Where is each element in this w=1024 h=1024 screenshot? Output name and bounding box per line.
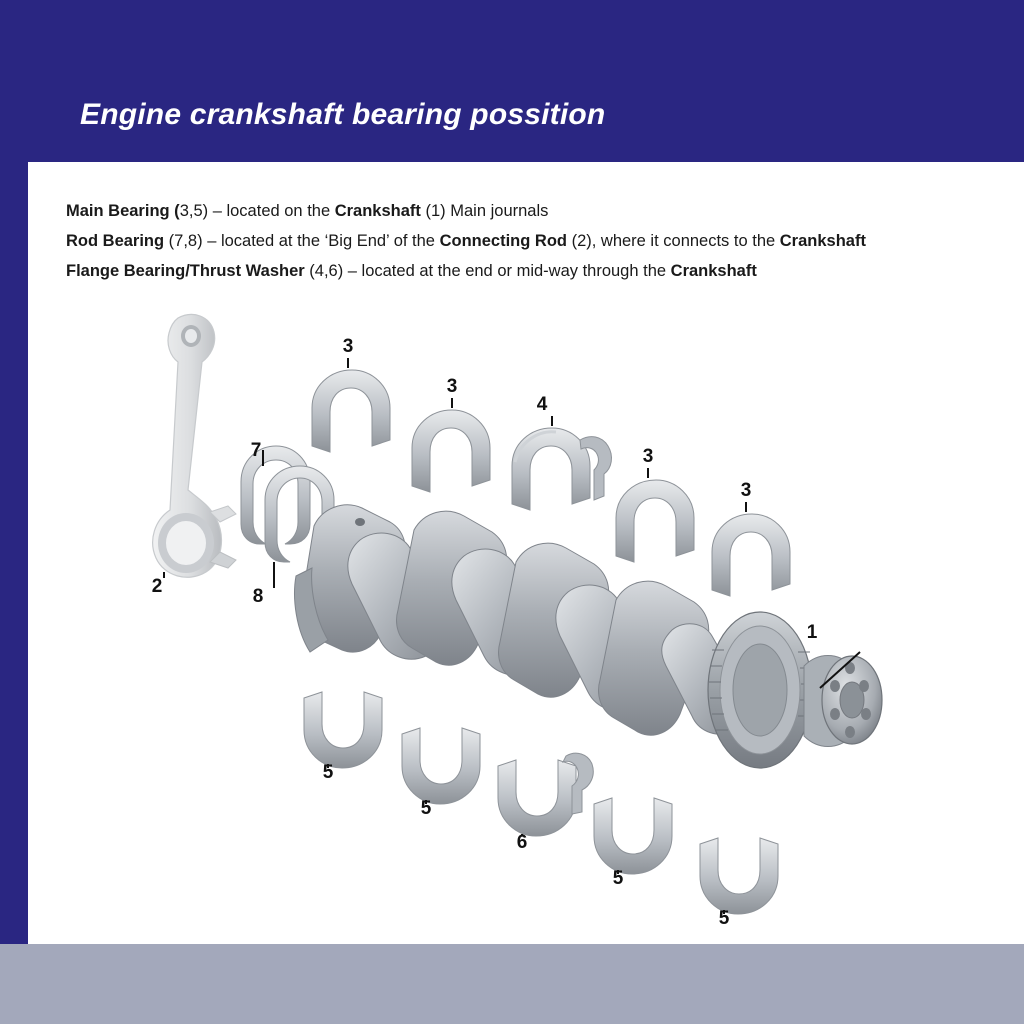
main-bearing-upper-shell-d xyxy=(712,514,790,596)
svg-text:3: 3 xyxy=(342,336,354,357)
callout-2 xyxy=(152,572,164,597)
svg-text:3: 3 xyxy=(642,446,654,467)
callout-3-c xyxy=(643,446,654,478)
rod-bearing-text-2: (2), where it connects to the xyxy=(566,232,780,250)
description-line-rod-bearing xyxy=(66,226,996,256)
callout-8 xyxy=(253,562,274,607)
svg-text:4: 4 xyxy=(536,394,548,415)
main-bearing-lower-shell-b xyxy=(402,728,480,804)
flange-bearing-label: Flange Bearing/Thrust Washer xyxy=(66,262,305,280)
svg-text:6: 6 xyxy=(516,832,528,853)
main-bearing-lower-shell-d xyxy=(700,838,778,914)
callout-4 xyxy=(537,394,552,426)
description-line-flange-bearing xyxy=(66,256,996,286)
connecting-rod xyxy=(153,314,236,577)
callout-3-a xyxy=(343,336,354,368)
crankshaft-exploded-diagram xyxy=(60,300,980,940)
description-block xyxy=(66,196,996,286)
callout-5-d xyxy=(719,908,730,929)
crankshaft-bold-3: Crankshaft xyxy=(670,262,757,280)
svg-text:5: 5 xyxy=(420,798,432,819)
connecting-rod-bold: Connecting Rod xyxy=(439,232,567,250)
svg-text:3: 3 xyxy=(740,480,752,501)
main-bearing-label: Main Bearing ( xyxy=(66,202,180,220)
page-title: Engine crankshaft bearing possition xyxy=(80,98,606,131)
rod-bearing-label: Rod Bearing xyxy=(66,232,165,250)
crankshaft-bold-2: Crankshaft xyxy=(779,232,866,250)
callout-5-a xyxy=(323,762,334,783)
flange-bearing-upper-4 xyxy=(512,428,611,510)
callout-6 xyxy=(517,832,528,853)
main-bearing-text-2: (1) Main journals xyxy=(420,202,549,220)
main-bearing-text-1: 3,5) – located on the xyxy=(179,202,335,220)
svg-text:7: 7 xyxy=(250,440,262,461)
main-bearing-upper-shell-a xyxy=(312,370,390,452)
svg-text:5: 5 xyxy=(718,908,730,929)
callout-5-c xyxy=(613,868,624,889)
footer-bar xyxy=(0,944,1024,1024)
main-bearing-lower-shell-c xyxy=(594,798,672,874)
callout-3-d xyxy=(741,480,752,512)
flange-bearing-lower-6 xyxy=(498,753,593,836)
callout-3-b xyxy=(447,376,458,408)
main-bearing-upper-shell-c xyxy=(616,480,694,562)
rod-bearing-text-1: (7,8) – located at the ‘Big End’ of the xyxy=(164,232,440,250)
crankshaft xyxy=(295,505,882,768)
callout-5-b xyxy=(421,798,432,819)
crankshaft-bold-1: Crankshaft xyxy=(334,202,421,220)
svg-text:5: 5 xyxy=(612,868,624,889)
svg-text:2: 2 xyxy=(151,576,163,597)
main-bearing-upper-shell-b xyxy=(412,410,490,492)
svg-text:5: 5 xyxy=(322,762,334,783)
svg-text:3: 3 xyxy=(446,376,458,397)
description-line-main-bearing xyxy=(66,196,996,226)
svg-text:1: 1 xyxy=(806,622,818,643)
svg-text:8: 8 xyxy=(252,586,264,607)
main-bearing-lower-shell-a xyxy=(304,692,382,768)
header-bar xyxy=(0,0,1024,162)
flange-bearing-text-1: (4,6) – located at the end or mid-way through the xyxy=(304,262,671,280)
